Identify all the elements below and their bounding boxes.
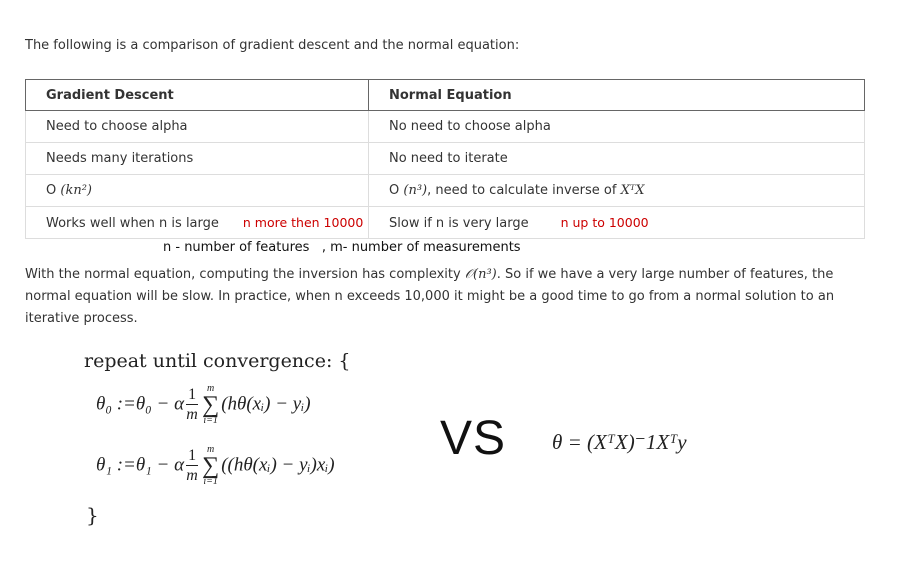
- eq-lhs: θ₁ :=θ₁ − α: [96, 454, 185, 476]
- header-gradient-descent: Gradient Descent: [26, 80, 369, 111]
- algorithm-block: [84, 350, 350, 372]
- comparison-table: [25, 79, 865, 239]
- cell-ne-large-n: [369, 207, 865, 239]
- red-note-left: n more then 10000: [242, 214, 364, 230]
- complexity-paragraph: [25, 264, 865, 330]
- cell-ne-iterations: No need to iterate: [369, 143, 865, 175]
- table-row: [26, 207, 865, 239]
- sigma-symbol: ∑: [202, 453, 220, 479]
- cell-gd-iterations: Needs many iterations: [26, 143, 369, 175]
- complexity-formula: (n³): [403, 183, 428, 198]
- table-row: [26, 111, 865, 143]
- fraction: $\frac{1}{m}$: [186, 386, 198, 423]
- complexity-suffix: , need to calculate inverse of: [427, 183, 621, 198]
- para-after: . So if we have a very large number of features, the normal equation will be slow. In practice, when n exceeds 10,000 it might be a good time to go from a normal solution to an iterative process.: [25, 267, 835, 326]
- table-row: [26, 143, 865, 175]
- summation: m ∑ i=1: [202, 383, 220, 426]
- normal-equation-formula: θ = (XᵀX)⁻1Xᵀy: [552, 430, 687, 454]
- eq-lhs: θ₀ :=θ₀ − α: [96, 393, 185, 415]
- cell-gd-large-n: [26, 207, 369, 239]
- para-before: With the normal equation, computing the inversion has complexity: [25, 267, 465, 282]
- theta1-update: [96, 445, 335, 487]
- summation: m ∑ i=1: [202, 444, 220, 487]
- complexity-formula: (kn²): [60, 183, 92, 198]
- intro-text: The following is a comparison of gradient descent and the normal equation:: [25, 38, 520, 53]
- table-row: [26, 175, 865, 207]
- fraction: $\frac{1}{m}$: [186, 447, 198, 484]
- complexity-prefix: O: [46, 183, 61, 198]
- algorithm-heading: repeat until convergence: {: [84, 350, 351, 372]
- closing-brace: }: [86, 503, 99, 527]
- complexity-prefix: O: [389, 183, 404, 198]
- eq-term: (hθ(xᵢ) − yᵢ): [221, 393, 311, 415]
- header-normal-equation: Normal Equation: [369, 80, 865, 111]
- cell-ne-complexity: [369, 175, 865, 207]
- cell-gd-complexity: [26, 175, 369, 207]
- table-header-row: [26, 80, 865, 111]
- eq-term: ((hθ(xᵢ) − yᵢ)xᵢ): [221, 454, 335, 476]
- cell-ne-alpha: No need to choose alpha: [369, 111, 865, 143]
- red-note-right: n up to 10000: [560, 214, 649, 230]
- inverse-formula: XᵀX: [620, 183, 645, 198]
- theta0-update: [96, 384, 311, 426]
- vs-label: VS: [440, 412, 507, 465]
- features-note: n - number of features , m- number of measurements: [163, 240, 521, 255]
- cell-text: Slow if n is very large: [389, 215, 529, 231]
- cell-text: Works well when n is large: [46, 215, 219, 231]
- para-math: 𝒪(n³): [464, 267, 497, 282]
- sigma-symbol: ∑: [202, 392, 220, 418]
- cell-gd-alpha: Need to choose alpha: [26, 111, 369, 143]
